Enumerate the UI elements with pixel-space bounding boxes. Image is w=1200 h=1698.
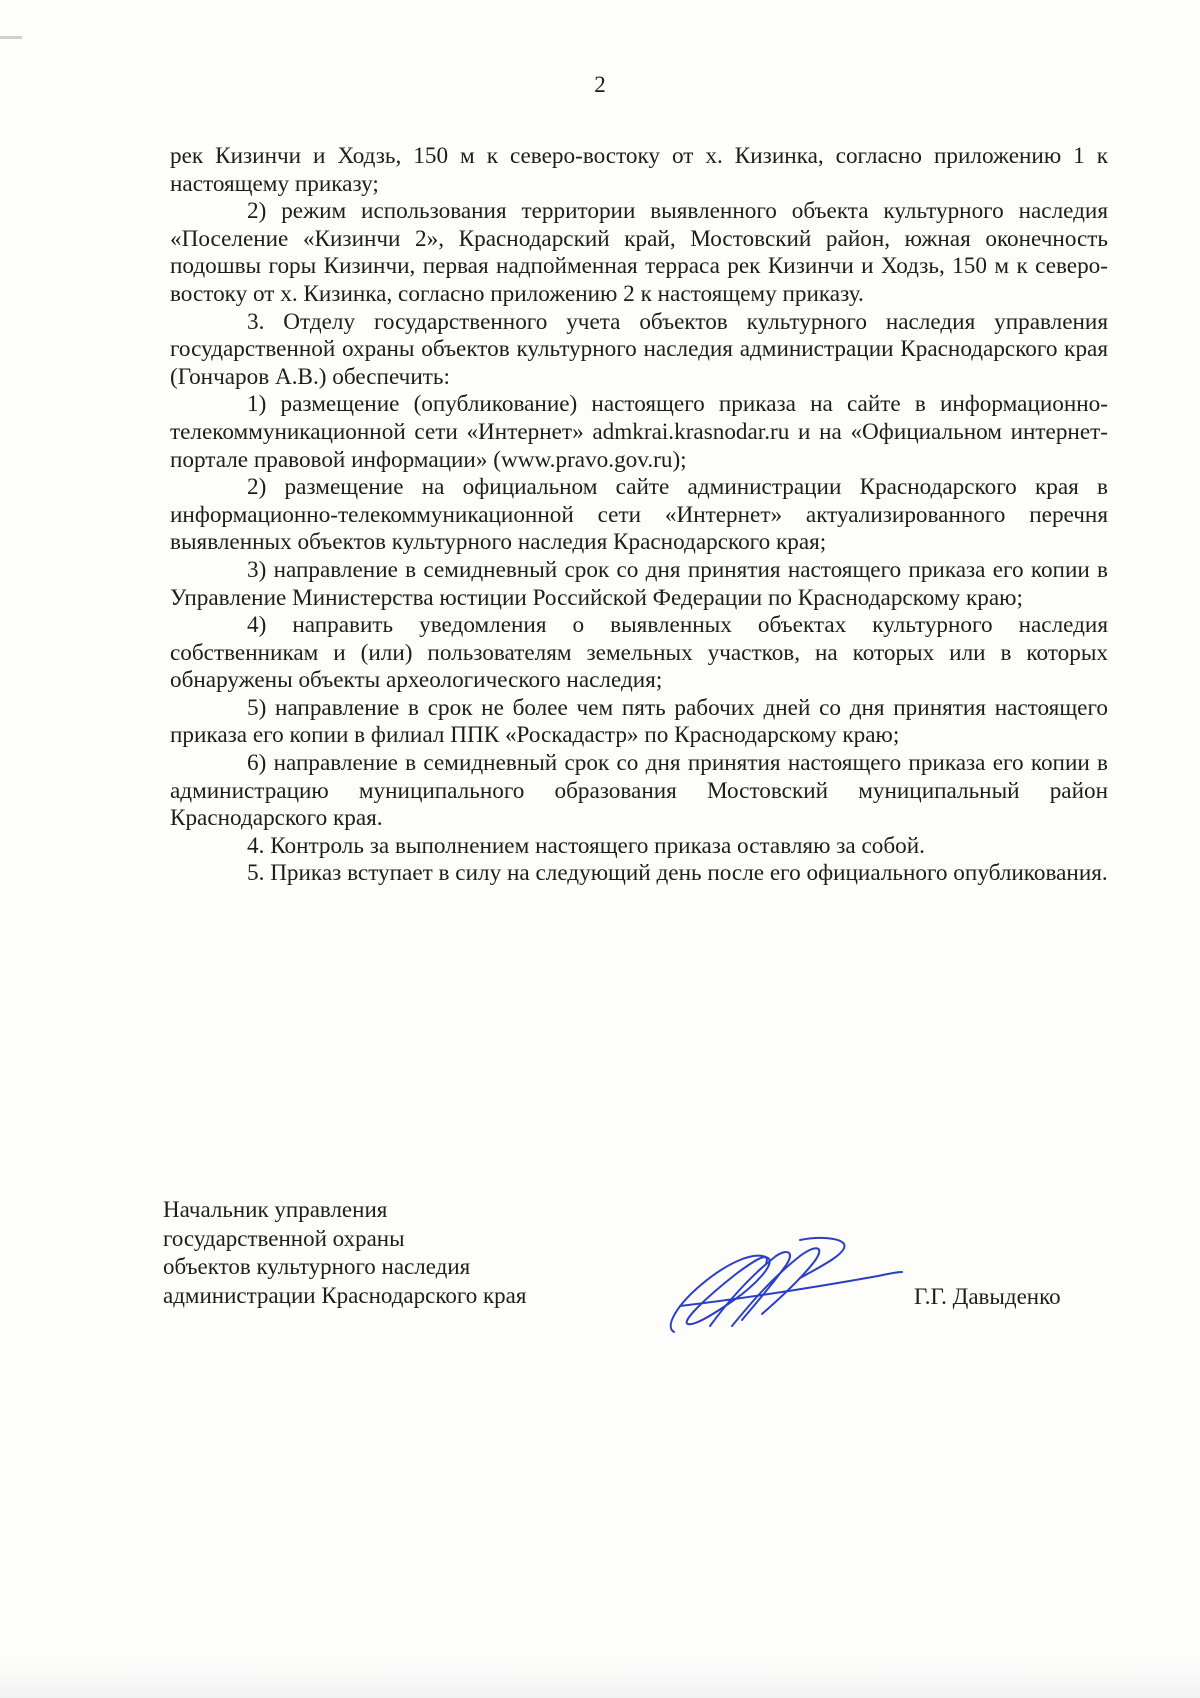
scan-edge-mark xyxy=(0,36,22,39)
paragraph-item-5-roskadastr: 5) направление в срок не более чем пять рабочих дней со дня принятия настоящего приказа его копии в филиал ППК «Роскадастр» по Краснодарскому краю; xyxy=(170,694,1108,749)
signature-block xyxy=(0,1196,1200,1336)
paragraph-item-4-notifications: 4) направить уведомления о выявленных объектах культурного наследия собственникам и (или) пользователям земельных участков, на которых или в которых обнаружены объекты археологического наследия; xyxy=(170,612,1108,694)
handwritten-signature xyxy=(650,1234,910,1336)
signatory-title xyxy=(163,1196,526,1310)
paragraph-item-2-website: 2) размещение на официальном сайте администрации Краснодарского края в информационно-телекоммуникационной сети «Интернет» актуализированного перечня выявленных объектов культурного наследия Краснодарского края; xyxy=(170,474,1108,556)
page-number: 2 xyxy=(594,72,606,97)
paragraph-item-1-publication: 1) размещение (опубликование) настоящего приказа на сайте в информационно-телекоммуникационной сети «Интернет» admkrai.krasnodar.ru и на «Официальном интернет-портале правовой информации» (www.pravo.gov.ru); xyxy=(170,391,1108,473)
signatory-title-line: администрации Краснодарского края xyxy=(163,1282,527,1308)
signatory-title-line: объектов культурного наследия xyxy=(163,1254,471,1280)
paragraph-section-4: 4. Контроль за выполнением настоящего приказа оставляю за собой. xyxy=(247,832,925,859)
signatory-title-line: Начальник управления xyxy=(163,1197,388,1222)
paragraph-item-6-municipality: 6) направление в семидневный срок со дня принятия настоящего приказа его копии в администрацию муниципального образования Мостовский муниципальный район Краснодарского края. xyxy=(170,750,1108,832)
paragraph-continuation: рек Кизинчи и Ходзь, 150 м к северо-востоку от х. Кизинка, согласно приложению 1 к настоящему приказу; xyxy=(170,143,1108,197)
signatory-name: Г.Г. Давыденко xyxy=(914,1284,1061,1309)
paragraph-section-3: 3. Отделу государственного учета объектов культурного наследия управления государственной охраны объектов культурного наследия администрации Краснодарского края (Гончаров А.В.) обеспечить: xyxy=(170,308,1108,390)
paragraph-item-2-regime: 2) режим использования территории выявленного объекта культурного наследия «Поселение «Кизинчи 2», Краснодарский край, Мостовский район, южная оконечность подошвы горы Кизинчи, первая надпойменная терраса рек Кизинчи и Ходзь, 150 м к северо-востоку от х. Кизинка, согласно приложению 2 к настоящему приказу. xyxy=(170,198,1108,307)
paragraph-section-5: 5. Приказ вступает в силу на следующий день после его официального опубликования. xyxy=(247,860,1108,887)
signatory-title-line: государственной охраны xyxy=(163,1225,405,1251)
paragraph-item-3-ministry: 3) направление в семидневный срок со дня принятия настоящего приказа его копии в Управление Министерства юстиции Российской Федерации по Краснодарскому краю; xyxy=(170,556,1108,611)
scan-bottom-shade xyxy=(0,1658,1200,1698)
document-body xyxy=(170,143,1108,888)
